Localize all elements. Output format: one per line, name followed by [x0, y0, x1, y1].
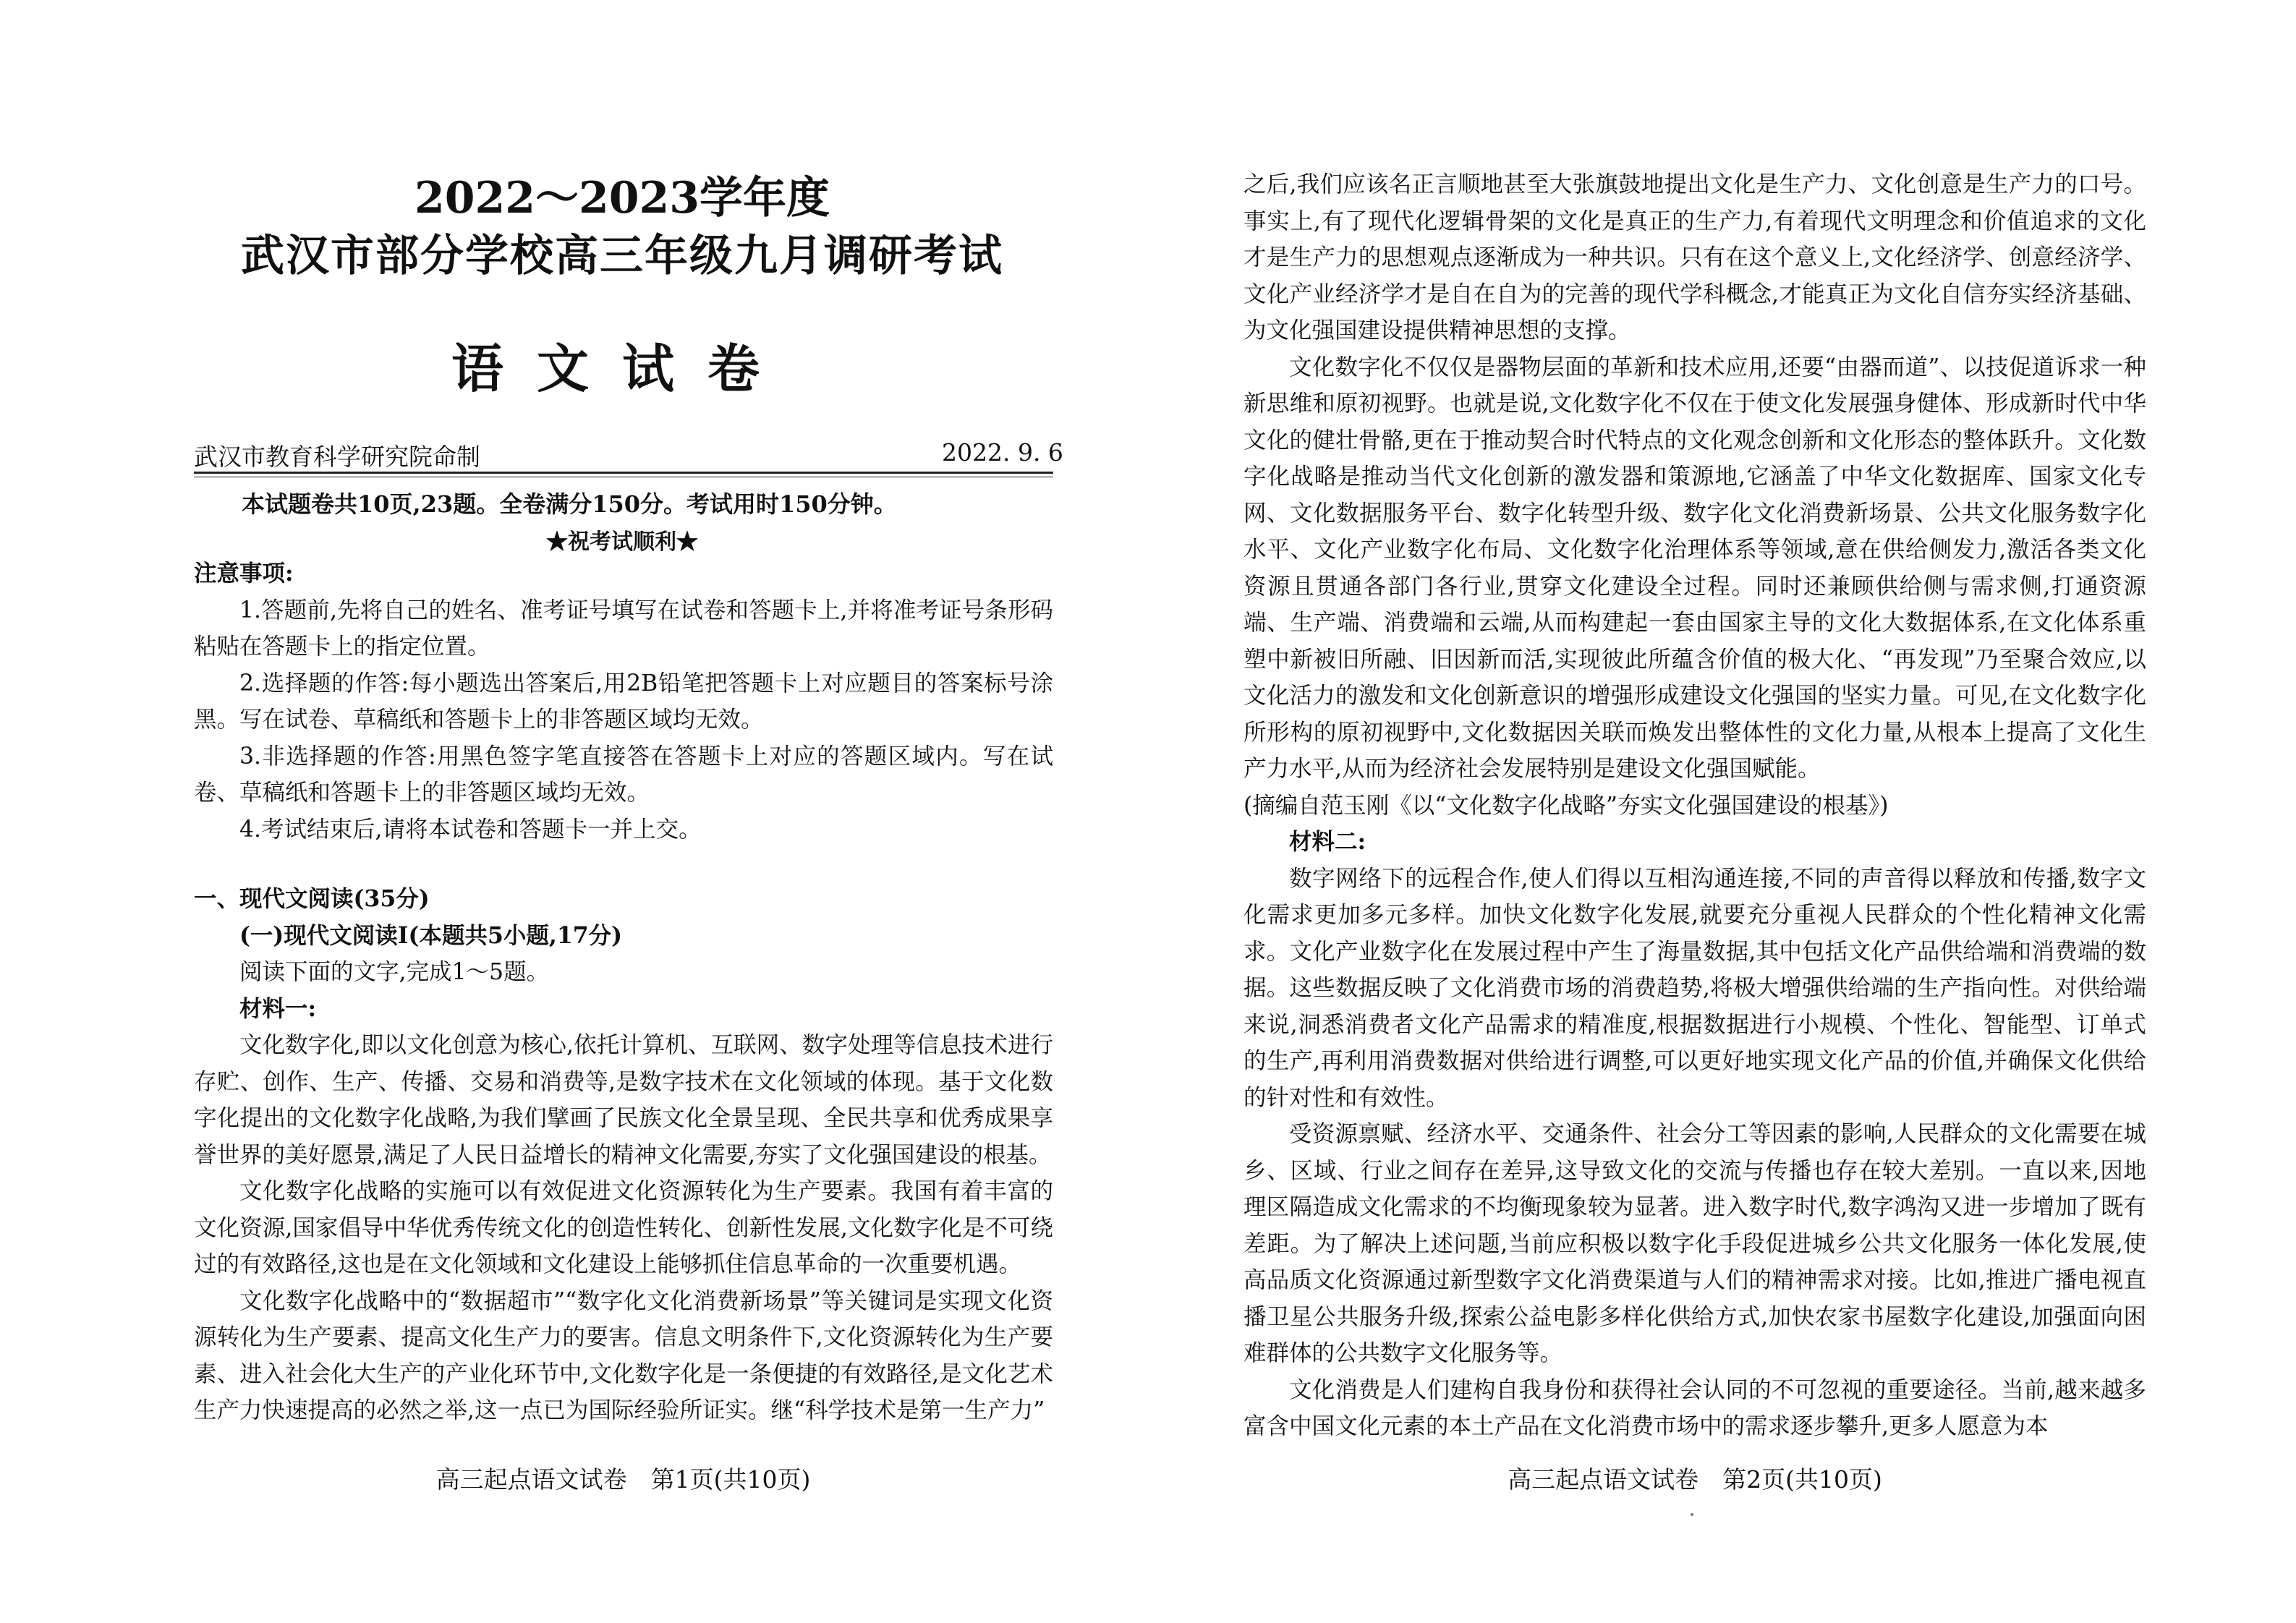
material-paragraph: 文化消费是人们建构自我身份和获得社会认同的不可忽视的重要途径。当前,越来越多富含中国文化元素的本土产品在文化消费市场中的需求逐步攀升,更多人愿意为本: [1243, 1376, 2146, 1439]
page-footer: 高三起点语文试卷 第2页(共10页): [1508, 1465, 1882, 1494]
notice-item: 3.非选择题的作答:用黑色签字笔直接答在答题卡上对应的答题区域内。写在试卷、草稿纸和答题卡上的非答题区域均无效。: [194, 743, 1053, 806]
notice-block: [194, 555, 1053, 848]
exam-year-title: 2022～2023学年度: [414, 173, 830, 223]
subsection-heading: (一)现代文阅读Ⅰ(本题共5小题,17分): [239, 921, 623, 949]
material-two-label: 材料二:: [1289, 828, 1366, 855]
material-paragraph: 文化数字化,即以文化创意为核心,依托计算机、互联网、数字处理等信息技术进行存贮、创作、生产、传播、交易和消费等,是数字技术在文化领域的体现。基于文化数字化提出的文化数字化战略,为我们擘画了民族文化全景呈现、全民共享和优秀成果享誉世界的美好愿景,满足了人民日益增长的精神文化需要,夯实了文化强国建设的根基。: [194, 1032, 1053, 1168]
page-2: [1148, 0, 2296, 1623]
material-paragraph: 之后,我们应该名正言顺地甚至大张旗鼓地提出文化是生产力、文化创意是生产力的口号。事实上,有了现代化逻辑骨架的文化是真正的生产力,有着现代文明理念和价值追求的文化才是生产力的思想观点逐渐成为一种共识。只有在这个意义上,文化经济学、创意经济学、文化产业经济学才是自在自为的完善的现代学科概念,才能真正为文化自信夯实经济基础、为文化强国建设提供精神思想的支撑。: [1243, 171, 2146, 344]
source-citation: (摘编自范玉刚《以“文化数字化战略”夯实文化强国建设的根基》): [1243, 792, 1889, 819]
notice-item: 4.考试结束后,请将本试卷和答题卡一并上交。: [239, 816, 702, 843]
material-paragraph: 文化数字化战略中的“数据超市”“数字化文化消费新场景”等关键词是实现文化资源转化为生产要素、提高文化生产力的要害。信息文明条件下,文化资源转化为生产要素、进入社会化大生产的产业化环节中,文化数字化是一条便捷的有效路径,是文化艺术生产力快速提高的必然之举,这一点已为国际经验所证实。继“科学技术是第一生产力”: [194, 1287, 1053, 1423]
section-heading: 一、现代文阅读(35分): [194, 885, 430, 912]
notice-item: 1.答题前,先将自己的姓名、准考证号填写在试卷和答题卡上,并将准考证号条形码粘贴在答题卡上的指定位置。: [194, 597, 1053, 660]
material-paragraph: 文化数字化不仅仅是器物层面的革新和技术应用,还要“由器而道”、以技促道诉求一种新思维和原初视野。也就是说,文化数字化不仅在于使文化发展强身健体、形成新时代中华文化的健壮骨骼,更在于推动契合时代特点的文化观念创新和文化形态的整体跃升。文化数字化战略是推动当代文化创新的激发器和策源地,它涵盖了中华文化数据库、国家文化专网、文化数据服务平台、数字化转型升级、数字化文化消费新场景、公共文化服务数字化水平、文化产业数字化布局、文化数字化治理体系等领域,意在供给侧发力,激活各类文化资源且贯通各部门各行业,贯穿文化建设全过程。同时还兼顾供给侧与需求侧,打通资源端、生产端、消费端和云端,从而构建起一套由国家主导的文化大数据体系,在文化体系重塑中新被旧所融、旧因新而活,实现彼此所蕴含价值的极大化、“再发现”乃至聚合效应,以文化活力的激发和文化创新意识的增强形成建设文化强国的坚实力量。可见,在文化数字化所形构的原初视野中,文化数据因关联而焕发出整体性的文化力量,从根本上提高了文化生产力水平,从而为经济社会发展特别是建设文化强国赋能。: [1243, 354, 2146, 782]
material-paragraph: 受资源禀赋、经济水平、交通条件、社会分工等因素的影响,人民群众的文化需要在城乡、区域、行业之间存在差异,这导致文化的交流与传播也存在较大差别。一直以来,因地理区隔造成文化需求的不均衡现象较为显著。进入数字时代,数字鸿沟又进一步增加了既有差距。为了解决上述问题,当前应积极以数字化手段促进城乡公共文化服务一体化发展,使高品质文化资源通过新型数字文化消费渠道与人们的精神需求对接。比如,推进广播电视直播卫星公共服务升级,探索公益电影多样化供给方式,加快农家书屋数字化建设,加强面向困难群体的公共数字文化服务等。: [1243, 1121, 2146, 1366]
reading-instruction: 阅读下面的文字,完成1～5题。: [239, 959, 550, 985]
notice-heading: 注意事项:: [194, 560, 294, 587]
material-paragraph: 数字网络下的远程合作,使人们得以互相沟通连接,不同的声音得以释放和传播,数字文化需求更加多元多样。加快文化数字化发展,就要充分重视人民群众的个性化精神文化需求。文化产业数字化在发展过程中产生了海量数据,其中包括文化产品供给端和消费端的数据。这些数据反映了文化消费市场的消费趋势,将极大增强供给端的生产指向性。对供给端来说,洞悉消费者文化产品需求的精准度,根据数据进行小规模、个性化、智能型、订单式的生产,再利用消费数据对供给进行调整,可以更好地实现文化产品的价值,并确保文化供给的针对性和有效性。: [1243, 865, 2146, 1111]
exam-date: 2022. 9. 6: [942, 438, 1063, 467]
issuer-text: 武汉市教育科学研究院命制: [194, 443, 480, 471]
section-one: [194, 881, 1053, 1429]
notice-item: 2.选择题的作答:每小题选出答案后,用2B铅笔把答题卡上对应题目的答案标号涂黑。写在试卷、草稿纸和答题卡上的非答题区域均无效。: [194, 670, 1053, 733]
material-paragraph: 文化数字化战略的实施可以有效促进文化资源转化为生产要素。我国有着丰富的文化资源,国家倡导中华优秀传统文化的创造性转化、创新性发展,文化数字化是不可绕过的有效路径,这也是在文化领域和文化建设上能够抓住信息革命的一次重要机遇。: [194, 1178, 1053, 1277]
exam-name-title: 武汉市部分学校高三年级九月调研考试: [241, 231, 1003, 281]
exam-summary: 本试题卷共10页,23题。全卷满分150分。考试用时150分钟。: [242, 490, 897, 518]
page-footer: 高三起点语文试卷 第1页(共10页): [435, 1465, 811, 1494]
header-rule-thick: [194, 472, 1053, 474]
material-one-continued: [1243, 166, 2146, 1445]
scan-speck: [1691, 1513, 1693, 1516]
material-one-label: 材料一:: [239, 994, 317, 1022]
good-luck-line: ★祝考试顺利★: [546, 529, 698, 555]
subject-title: 语文试卷: [451, 338, 793, 399]
